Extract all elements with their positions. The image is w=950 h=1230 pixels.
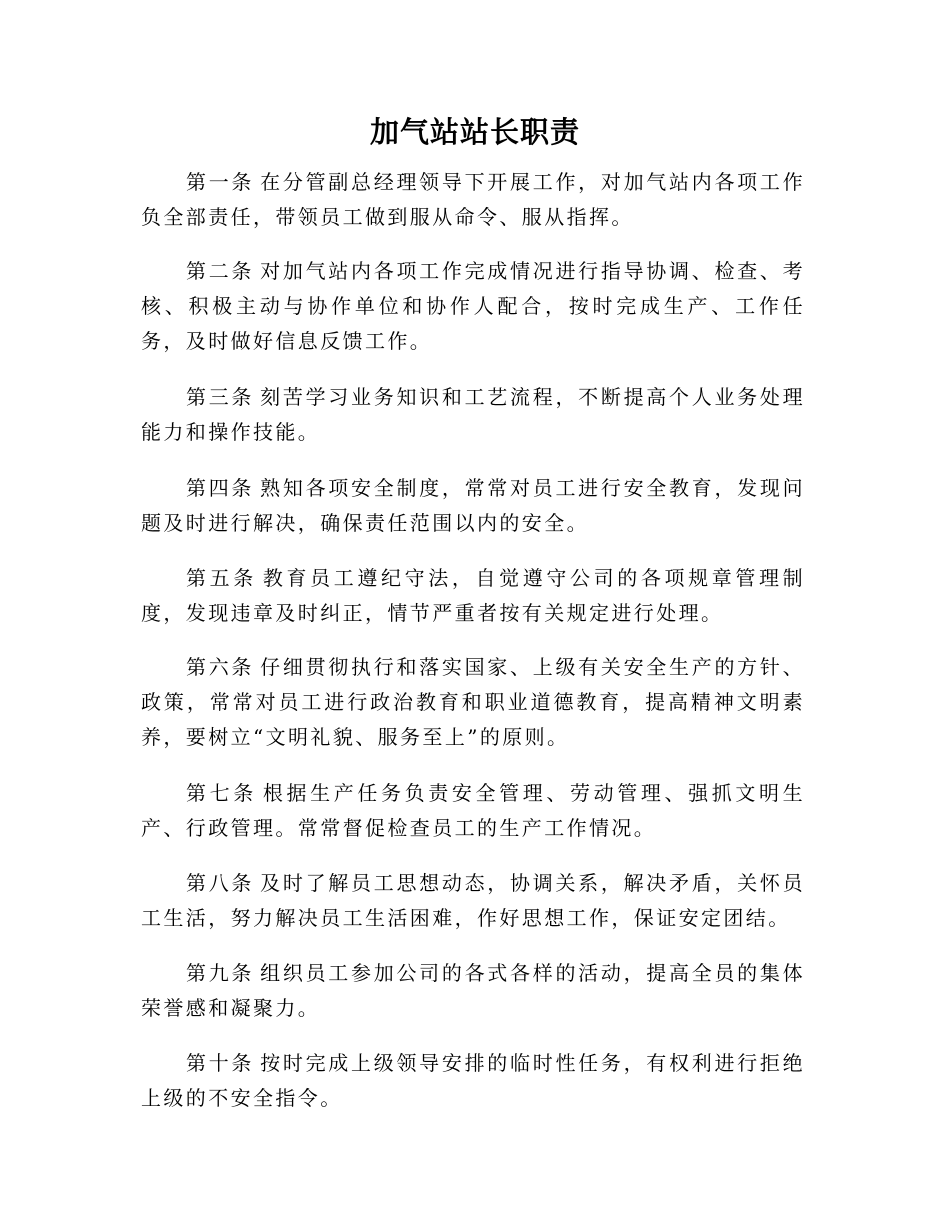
article-8 bbox=[141, 866, 805, 936]
article-7 bbox=[141, 776, 805, 846]
article-number: 第六条 bbox=[186, 655, 255, 679]
article-10 bbox=[141, 1046, 805, 1116]
article-text: 教育员工遵纪守法，自觉遵守公司的各项规章管理制度，发现违章及时纠正，情节严重者按有关规定进行处理。 bbox=[141, 566, 805, 625]
article-number: 第二条 bbox=[186, 259, 255, 283]
article-number: 第五条 bbox=[186, 566, 257, 590]
article-text: 按时完成上级领导安排的临时性任务，有权利进行拒绝上级的不安全指令。 bbox=[141, 1051, 805, 1110]
article-4 bbox=[141, 471, 805, 541]
article-1 bbox=[141, 165, 805, 235]
article-5 bbox=[141, 561, 805, 631]
document-title: 加气站站长职责 bbox=[369, 115, 580, 149]
article-text: 对加气站内各项工作完成情况进行指导协调、检查、考核、积极主动与协作单位和协作人配合，按时完成生产、工作任务，及时做好信息反馈工作。 bbox=[141, 259, 805, 353]
article-number: 第四条 bbox=[186, 476, 255, 500]
article-number: 第三条 bbox=[186, 385, 255, 409]
article-number: 第七条 bbox=[186, 781, 257, 805]
article-number: 第一条 bbox=[186, 170, 255, 194]
article-text: 在分管副总经理领导下开展工作，对加气站内各项工作负全部责任，带领员工做到服从命令、服从指挥。 bbox=[141, 170, 805, 229]
article-text: 刻苦学习业务知识和工艺流程，不断提高个人业务处理能力和操作技能。 bbox=[141, 385, 805, 444]
article-2 bbox=[141, 254, 805, 359]
article-text: 仔细贯彻执行和落实国家、上级有关安全生产的方针、政策，常常对员工进行政治教育和职业道德教育，提高精神文明素养，要树立“文明礼貌、服务至上”的原则。 bbox=[141, 655, 805, 749]
article-number: 第十条 bbox=[186, 1051, 255, 1075]
article-text: 根据生产任务负责安全管理、劳动管理、强抓文明生产、行政管理。常常督促检查员工的生产工作情况。 bbox=[141, 781, 805, 840]
article-3 bbox=[141, 380, 805, 450]
article-6 bbox=[141, 650, 805, 755]
article-text: 组织员工参加公司的各式各样的活动，提高全员的集体荣誉感和凝聚力。 bbox=[141, 961, 805, 1020]
article-number: 第八条 bbox=[186, 871, 255, 895]
article-9 bbox=[141, 956, 805, 1026]
article-text: 及时了解员工思想动态，协调关系，解决矛盾，关怀员工生活，努力解决员工生活困难，作好思想工作，保证安定团结。 bbox=[141, 871, 805, 930]
article-text: 熟知各项安全制度，常常对员工进行安全教育，发现问题及时进行解决，确保责任范围以内的安全。 bbox=[141, 476, 805, 535]
article-number: 第九条 bbox=[186, 961, 255, 985]
